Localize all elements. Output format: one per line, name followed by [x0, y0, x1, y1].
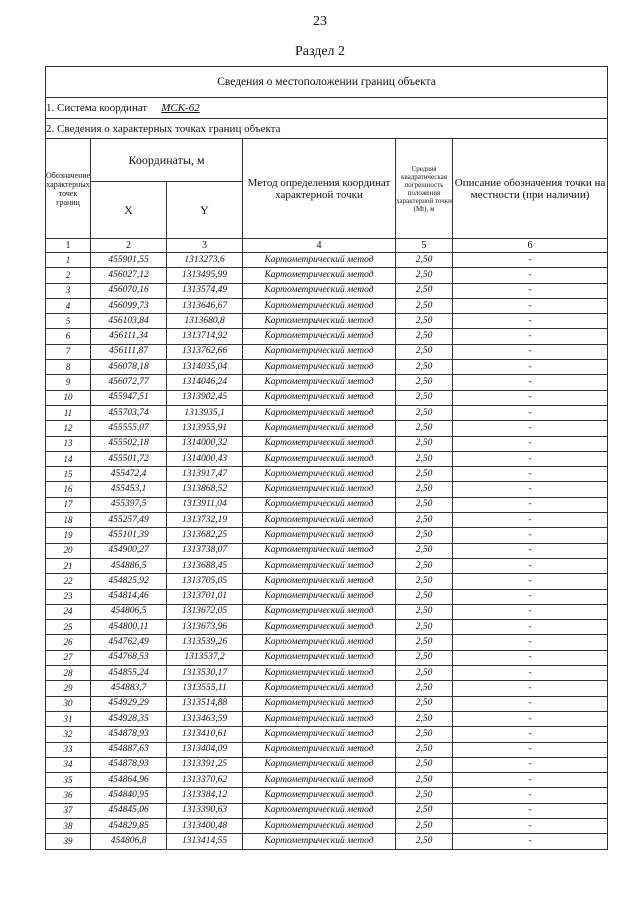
point-number: 29 — [46, 681, 91, 696]
point-number: 4 — [46, 298, 91, 313]
accuracy: 2,50 — [396, 696, 453, 711]
description: - — [453, 482, 608, 497]
accuracy: 2,50 — [396, 757, 453, 772]
method: Картометрический метод — [243, 635, 396, 650]
description: - — [453, 696, 608, 711]
column-number: 3 — [167, 239, 243, 253]
coord-x: 456070,16 — [91, 283, 167, 298]
description: - — [453, 329, 608, 344]
table-row — [46, 558, 608, 573]
coord-y: 1313714,92 — [167, 329, 243, 344]
table-row — [46, 405, 608, 420]
table-row — [46, 681, 608, 696]
method: Картометрический метод — [243, 620, 396, 635]
method: Картометрический метод — [243, 773, 396, 788]
coord-x: 456111,34 — [91, 329, 167, 344]
point-number: 18 — [46, 513, 91, 528]
point-number: 3 — [46, 283, 91, 298]
method: Картометрический метод — [243, 436, 396, 451]
header-accuracy: Средняя квадратическая погрешность положения характерной точки (Mt), м — [396, 139, 453, 239]
table-row — [46, 314, 608, 329]
point-number: 5 — [46, 314, 91, 329]
accuracy: 2,50 — [396, 467, 453, 482]
coord-system-row — [46, 98, 608, 119]
method: Картометрический метод — [243, 543, 396, 558]
accuracy: 2,50 — [396, 421, 453, 436]
point-number: 22 — [46, 574, 91, 589]
points-label: 2. Сведения о характерных точках границ объекта — [46, 119, 608, 139]
coord-x: 456103,84 — [91, 314, 167, 329]
coord-x: 454806,5 — [91, 604, 167, 619]
coord-x: 455397,5 — [91, 497, 167, 512]
coord-x: 454864,96 — [91, 773, 167, 788]
method: Картометрический метод — [243, 528, 396, 543]
table-row — [46, 803, 608, 818]
method: Картометрический метод — [243, 788, 396, 803]
point-number: 20 — [46, 543, 91, 558]
description: - — [453, 803, 608, 818]
point-number: 23 — [46, 589, 91, 604]
coord-y: 1313514,88 — [167, 696, 243, 711]
accuracy: 2,50 — [396, 558, 453, 573]
point-number: 25 — [46, 620, 91, 635]
method: Картометрический метод — [243, 818, 396, 833]
method: Картометрический метод — [243, 803, 396, 818]
accuracy: 2,50 — [396, 666, 453, 681]
description: - — [453, 681, 608, 696]
point-number: 33 — [46, 742, 91, 757]
coord-y: 1313384,12 — [167, 788, 243, 803]
method: Картометрический метод — [243, 482, 396, 497]
table-row — [46, 298, 608, 313]
header-description: Описание обозначения точки на местности (при наличии) — [453, 139, 608, 239]
accuracy: 2,50 — [396, 543, 453, 558]
coord-x: 454806,8 — [91, 834, 167, 849]
coord-y: 1313370,62 — [167, 773, 243, 788]
column-numbers-row — [46, 239, 608, 253]
table-row — [46, 574, 608, 589]
description: - — [453, 360, 608, 375]
method: Картометрический метод — [243, 604, 396, 619]
method: Картометрический метод — [243, 834, 396, 849]
description: - — [453, 513, 608, 528]
table-title-row — [46, 67, 608, 98]
header-designation: Обозначение характерных точек границ — [46, 139, 91, 239]
description: - — [453, 421, 608, 436]
accuracy: 2,50 — [396, 711, 453, 726]
accuracy: 2,50 — [396, 818, 453, 833]
coord-y: 1313935,1 — [167, 405, 243, 420]
coord-y: 1313868,52 — [167, 482, 243, 497]
point-number: 6 — [46, 329, 91, 344]
description: - — [453, 604, 608, 619]
coord-y: 1313400,48 — [167, 818, 243, 833]
accuracy: 2,50 — [396, 405, 453, 420]
coord-x: 455502,18 — [91, 436, 167, 451]
table-row — [46, 727, 608, 742]
coord-y: 1313273,6 — [167, 253, 243, 268]
description: - — [453, 711, 608, 726]
method: Картометрический метод — [243, 650, 396, 665]
table-row — [46, 757, 608, 772]
description: - — [453, 788, 608, 803]
table-row — [46, 253, 608, 268]
table-row — [46, 620, 608, 635]
coord-y: 1314046,24 — [167, 375, 243, 390]
coord-y: 1314000,43 — [167, 451, 243, 466]
table-row — [46, 360, 608, 375]
description: - — [453, 818, 608, 833]
accuracy: 2,50 — [396, 344, 453, 359]
point-number: 12 — [46, 421, 91, 436]
table-row — [46, 390, 608, 405]
method: Картометрический метод — [243, 283, 396, 298]
description: - — [453, 834, 608, 849]
coord-x: 454929,29 — [91, 696, 167, 711]
coord-x: 454855,24 — [91, 666, 167, 681]
table-row — [46, 451, 608, 466]
accuracy: 2,50 — [396, 604, 453, 619]
coord-x: 455501,72 — [91, 451, 167, 466]
header-method: Метод определения координат характерной точки — [243, 139, 396, 239]
coord-x: 455472,4 — [91, 467, 167, 482]
column-number: 1 — [46, 239, 91, 253]
accuracy: 2,50 — [396, 788, 453, 803]
coord-x: 454900,27 — [91, 543, 167, 558]
description: - — [453, 589, 608, 604]
accuracy: 2,50 — [396, 574, 453, 589]
table-row — [46, 482, 608, 497]
coord-system-value: МСК-62 — [161, 102, 200, 114]
point-number: 30 — [46, 696, 91, 711]
accuracy: 2,50 — [396, 773, 453, 788]
coord-x: 454840,95 — [91, 788, 167, 803]
header-x: X — [91, 182, 167, 239]
description: - — [453, 650, 608, 665]
coord-x: 456027,12 — [91, 268, 167, 283]
table-row — [46, 589, 608, 604]
header-y: Y — [167, 182, 243, 239]
header-coordinates: Координаты, м — [91, 139, 243, 182]
description: - — [453, 298, 608, 313]
coord-x: 454878,93 — [91, 757, 167, 772]
method: Картометрический метод — [243, 253, 396, 268]
table-row — [46, 436, 608, 451]
method: Картометрический метод — [243, 742, 396, 757]
description: - — [453, 773, 608, 788]
coord-x: 455703,74 — [91, 405, 167, 420]
table-row — [46, 696, 608, 711]
coord-y: 1313574,49 — [167, 283, 243, 298]
coord-x: 455555,07 — [91, 421, 167, 436]
coord-y: 1313539,26 — [167, 635, 243, 650]
accuracy: 2,50 — [396, 329, 453, 344]
coord-y: 1313705,05 — [167, 574, 243, 589]
description: - — [453, 497, 608, 512]
table-row — [46, 543, 608, 558]
accuracy: 2,50 — [396, 620, 453, 635]
accuracy: 2,50 — [396, 635, 453, 650]
method: Картометрический метод — [243, 329, 396, 344]
boundary-points-table — [45, 66, 608, 850]
coord-y: 1313902,45 — [167, 390, 243, 405]
method: Картометрический метод — [243, 375, 396, 390]
table-row — [46, 788, 608, 803]
coord-x: 454845,06 — [91, 803, 167, 818]
accuracy: 2,50 — [396, 268, 453, 283]
accuracy: 2,50 — [396, 513, 453, 528]
method: Картометрический метод — [243, 314, 396, 329]
table-row — [46, 497, 608, 512]
coord-y: 1313410,61 — [167, 727, 243, 742]
points-label-row — [46, 119, 608, 139]
accuracy: 2,50 — [396, 390, 453, 405]
coord-x: 454886,5 — [91, 558, 167, 573]
table-row — [46, 742, 608, 757]
point-number: 17 — [46, 497, 91, 512]
table-row — [46, 711, 608, 726]
method: Картометрический метод — [243, 467, 396, 482]
page-number: 23 — [313, 14, 327, 29]
description: - — [453, 574, 608, 589]
method: Картометрический метод — [243, 451, 396, 466]
coord-x: 454883,7 — [91, 681, 167, 696]
coord-x: 456078,18 — [91, 360, 167, 375]
coord-y: 1313732,19 — [167, 513, 243, 528]
coord-system-label: 1. Система координат — [46, 102, 148, 114]
coord-y: 1313414,55 — [167, 834, 243, 849]
method: Картометрический метод — [243, 589, 396, 604]
coord-x: 454762,49 — [91, 635, 167, 650]
point-number: 31 — [46, 711, 91, 726]
column-number: 4 — [243, 239, 396, 253]
accuracy: 2,50 — [396, 283, 453, 298]
column-number: 6 — [453, 239, 608, 253]
column-number: 5 — [396, 239, 453, 253]
method: Картометрический метод — [243, 344, 396, 359]
point-number: 8 — [46, 360, 91, 375]
point-number: 7 — [46, 344, 91, 359]
table-row — [46, 268, 608, 283]
coord-x: 455101,39 — [91, 528, 167, 543]
coord-y: 1313955,91 — [167, 421, 243, 436]
table-row — [46, 650, 608, 665]
description: - — [453, 283, 608, 298]
description: - — [453, 268, 608, 283]
coord-y: 1314000,32 — [167, 436, 243, 451]
point-number: 26 — [46, 635, 91, 650]
method: Картометрический метод — [243, 727, 396, 742]
method: Картометрический метод — [243, 681, 396, 696]
coord-y: 1313391,25 — [167, 757, 243, 772]
method: Картометрический метод — [243, 390, 396, 405]
coord-y: 1313672,05 — [167, 604, 243, 619]
coord-x: 454878,93 — [91, 727, 167, 742]
accuracy: 2,50 — [396, 314, 453, 329]
accuracy: 2,50 — [396, 742, 453, 757]
table-row — [46, 528, 608, 543]
coord-x: 454887,63 — [91, 742, 167, 757]
table-row — [46, 513, 608, 528]
accuracy: 2,50 — [396, 360, 453, 375]
table-row — [46, 344, 608, 359]
method: Картометрический метод — [243, 666, 396, 681]
coord-x: 456099,73 — [91, 298, 167, 313]
description: - — [453, 666, 608, 681]
table-row — [46, 329, 608, 344]
accuracy: 2,50 — [396, 589, 453, 604]
coord-x: 455947,51 — [91, 390, 167, 405]
method: Картометрический метод — [243, 298, 396, 313]
table-row — [46, 421, 608, 436]
point-number: 27 — [46, 650, 91, 665]
method: Картометрический метод — [243, 574, 396, 589]
point-number: 28 — [46, 666, 91, 681]
table-row — [46, 375, 608, 390]
description: - — [453, 253, 608, 268]
coord-x: 456072,77 — [91, 375, 167, 390]
accuracy: 2,50 — [396, 298, 453, 313]
accuracy: 2,50 — [396, 451, 453, 466]
point-number: 19 — [46, 528, 91, 543]
header-row — [46, 139, 608, 182]
point-number: 34 — [46, 757, 91, 772]
table-row — [46, 635, 608, 650]
coord-x: 454825,92 — [91, 574, 167, 589]
point-number: 38 — [46, 818, 91, 833]
method: Картометрический метод — [243, 497, 396, 512]
table-title: Сведения о местоположении границ объекта — [46, 67, 608, 98]
point-number: 16 — [46, 482, 91, 497]
accuracy: 2,50 — [396, 375, 453, 390]
method: Картометрический метод — [243, 421, 396, 436]
coord-y: 1313537,2 — [167, 650, 243, 665]
method: Картометрический метод — [243, 696, 396, 711]
coord-x: 454928,35 — [91, 711, 167, 726]
accuracy: 2,50 — [396, 681, 453, 696]
coord-y: 1313911,04 — [167, 497, 243, 512]
point-number: 32 — [46, 727, 91, 742]
accuracy: 2,50 — [396, 650, 453, 665]
point-number: 2 — [46, 268, 91, 283]
description: - — [453, 451, 608, 466]
coord-y: 1313404,09 — [167, 742, 243, 757]
point-number: 13 — [46, 436, 91, 451]
point-number: 14 — [46, 451, 91, 466]
point-number: 11 — [46, 405, 91, 420]
method: Картометрический метод — [243, 558, 396, 573]
table-row — [46, 283, 608, 298]
accuracy: 2,50 — [396, 253, 453, 268]
coord-y: 1313917,47 — [167, 467, 243, 482]
coord-x: 454800,11 — [91, 620, 167, 635]
coord-y: 1313463,59 — [167, 711, 243, 726]
coord-x: 454829,85 — [91, 818, 167, 833]
coord-system-cell — [46, 98, 608, 119]
coord-y: 1313738,07 — [167, 543, 243, 558]
coord-y: 1314035,04 — [167, 360, 243, 375]
accuracy: 2,50 — [396, 482, 453, 497]
coord-y: 1313390,63 — [167, 803, 243, 818]
coord-y: 1313530,17 — [167, 666, 243, 681]
section-title: Раздел 2 — [294, 44, 346, 59]
accuracy: 2,50 — [396, 436, 453, 451]
point-number: 35 — [46, 773, 91, 788]
accuracy: 2,50 — [396, 803, 453, 818]
point-number: 24 — [46, 604, 91, 619]
coord-y: 1313495,99 — [167, 268, 243, 283]
table-row — [46, 666, 608, 681]
table-row — [46, 818, 608, 833]
method: Картометрический метод — [243, 360, 396, 375]
description: - — [453, 635, 608, 650]
coord-x: 454814,46 — [91, 589, 167, 604]
point-number: 21 — [46, 558, 91, 573]
accuracy: 2,50 — [396, 834, 453, 849]
description: - — [453, 314, 608, 329]
description: - — [453, 405, 608, 420]
point-number: 10 — [46, 390, 91, 405]
coord-y: 1313682,25 — [167, 528, 243, 543]
accuracy: 2,50 — [396, 727, 453, 742]
point-number: 39 — [46, 834, 91, 849]
method: Картометрический метод — [243, 268, 396, 283]
coord-y: 1313673,96 — [167, 620, 243, 635]
coord-y: 1313688,45 — [167, 558, 243, 573]
method: Картометрический метод — [243, 711, 396, 726]
coord-y: 1313701,01 — [167, 589, 243, 604]
description: - — [453, 558, 608, 573]
coord-y: 1313680,8 — [167, 314, 243, 329]
accuracy: 2,50 — [396, 497, 453, 512]
point-number: 9 — [46, 375, 91, 390]
description: - — [453, 344, 608, 359]
method: Картометрический метод — [243, 405, 396, 420]
accuracy: 2,50 — [396, 528, 453, 543]
table-row — [46, 773, 608, 788]
point-number: 15 — [46, 467, 91, 482]
coord-y: 1313646,67 — [167, 298, 243, 313]
point-number: 1 — [46, 253, 91, 268]
coord-x: 455901,55 — [91, 253, 167, 268]
description: - — [453, 757, 608, 772]
description: - — [453, 390, 608, 405]
point-number: 37 — [46, 803, 91, 818]
description: - — [453, 436, 608, 451]
coord-y: 1313555,11 — [167, 681, 243, 696]
point-number: 36 — [46, 788, 91, 803]
coord-x: 455257,49 — [91, 513, 167, 528]
table-row — [46, 467, 608, 482]
description: - — [453, 620, 608, 635]
column-number: 2 — [91, 239, 167, 253]
coord-x: 454768,53 — [91, 650, 167, 665]
description: - — [453, 727, 608, 742]
description: - — [453, 742, 608, 757]
coord-x: 455453,1 — [91, 482, 167, 497]
table-row — [46, 604, 608, 619]
method: Картометрический метод — [243, 757, 396, 772]
description: - — [453, 375, 608, 390]
table-row — [46, 834, 608, 849]
description: - — [453, 528, 608, 543]
coord-y: 1313762,66 — [167, 344, 243, 359]
description: - — [453, 467, 608, 482]
method: Картометрический метод — [243, 513, 396, 528]
coord-x: 456111,87 — [91, 344, 167, 359]
description: - — [453, 543, 608, 558]
